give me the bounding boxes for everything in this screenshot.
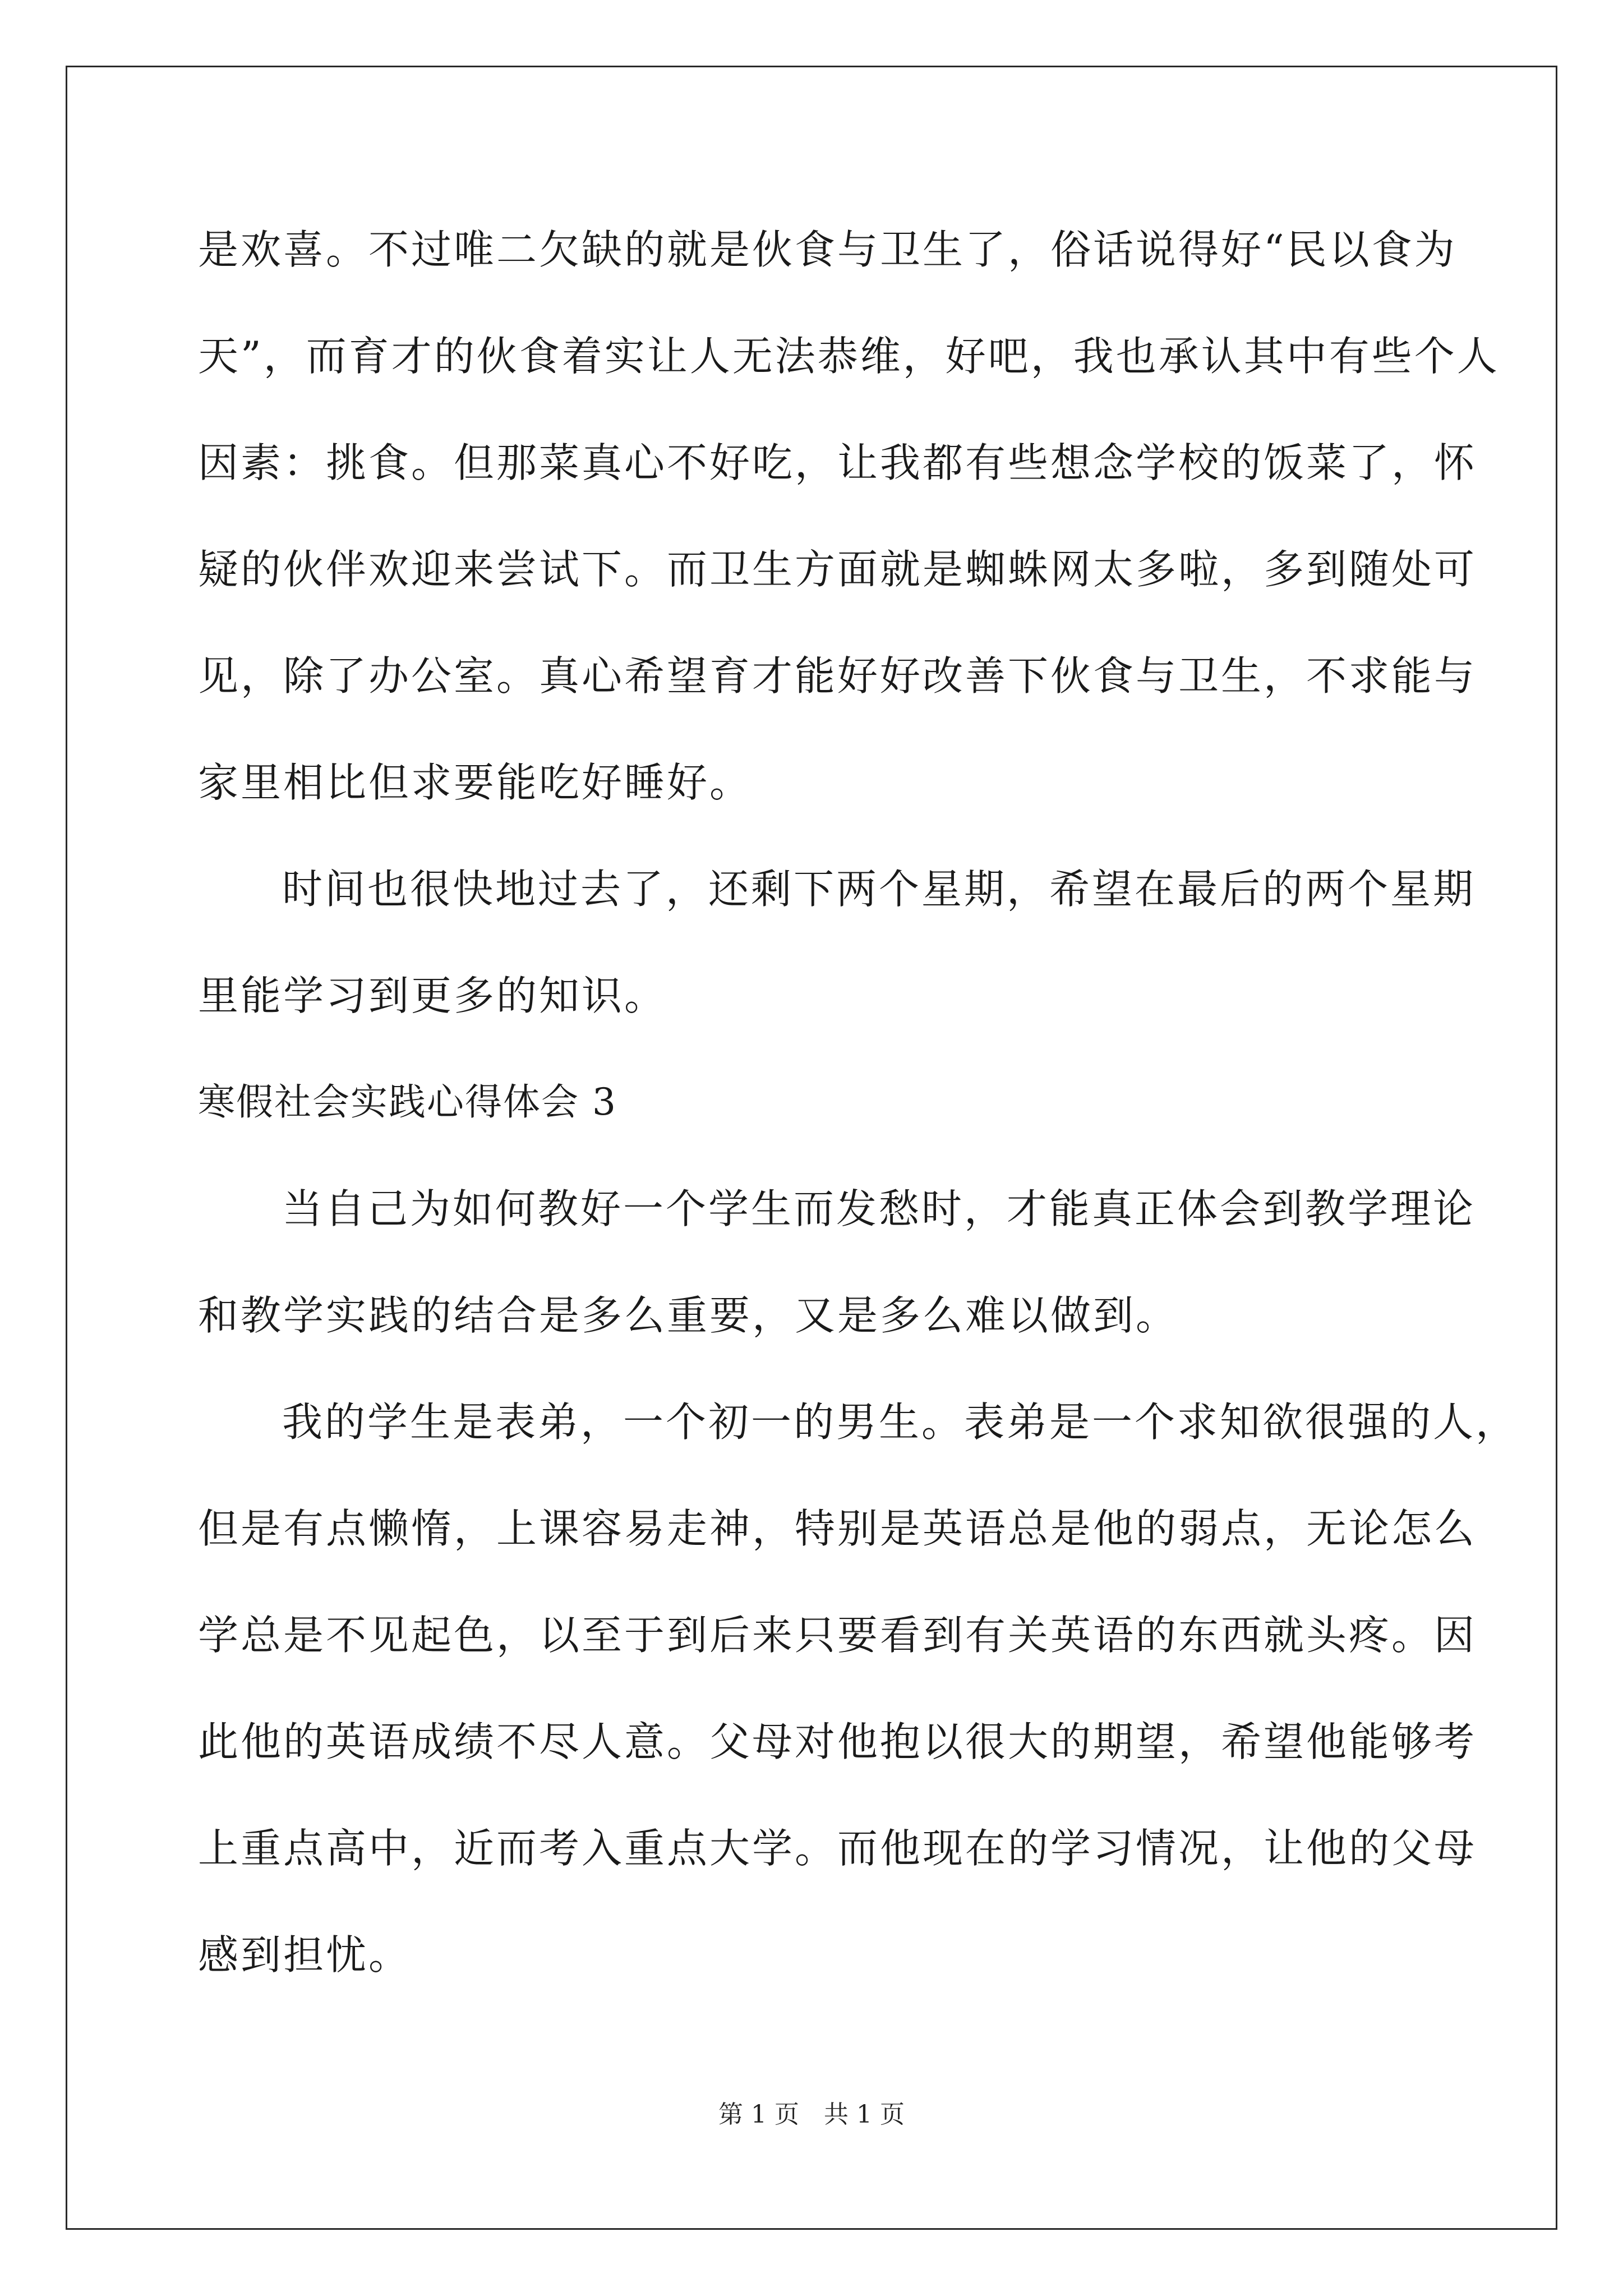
paragraph-continued: [198, 196, 1500, 836]
text-line: 此他的英语成绩不尽人意。父母对他抱以很大的期望，希望他能够考: [198, 1718, 1477, 1765]
text-line: 里能学习到更多的知识。: [198, 972, 667, 1019]
text-line: 是欢喜。不过唯二欠缺的就是伙食与卫生了，俗话说得好“民以食为: [198, 226, 1457, 273]
text-line: 时间也很快地过去了，还剩下两个星期，希望在最后的两个星期: [282, 866, 1476, 913]
text-line: 家里相比但求要能吃好睡好。: [198, 759, 753, 806]
text-line: 学总是不见起色，以至于到后来只要看到有关英语的东西就头疼。因: [198, 1612, 1477, 1659]
text-line: 见，除了办公室。真心希望育才能好好改善下伙食与卫生，不求能与: [198, 652, 1477, 700]
text-line: 当自己为如何教好一个学生而发愁时，才能真正体会到教学理论: [282, 1185, 1476, 1232]
paragraph-time: [198, 836, 1476, 1049]
text-line: 和教学实践的结合是多么重要，又是多么难以做到。: [198, 1292, 1179, 1339]
text-line: 感到担忧。: [198, 1931, 412, 1978]
paragraph-teaching: [198, 1156, 1476, 1369]
paragraph-student: [198, 1369, 1519, 2008]
text-line: 上重点高中，近而考入重点大学。而他现在的学习情况，让他的父母: [198, 1825, 1477, 1872]
section-heading: 寒假社会实践心得体会 3: [198, 1080, 617, 1124]
text-line: 天”，而育才的伙食着实让人无法恭维，好吧，我也承认其中有些个人: [198, 333, 1500, 380]
text-line: 但是有点懒惰，上课容易走神，特别是英语总是他的弱点，无论怎么: [198, 1505, 1477, 1552]
page-footer: 第 1 页 共 1 页: [718, 2100, 905, 2129]
text-line: 疑的伙伴欢迎来尝试下。而卫生方面就是蜘蛛网太多啦，多到随处可: [198, 546, 1477, 593]
text-line: 我的学生是表弟，一个初一的男生。表弟是一个求知欲很强的人，: [282, 1398, 1519, 1446]
document-body: [198, 196, 1519, 2008]
text-line: 因素：挑食。但那菜真心不好吃，让我都有些想念学校的饭菜了，怀: [198, 439, 1477, 486]
